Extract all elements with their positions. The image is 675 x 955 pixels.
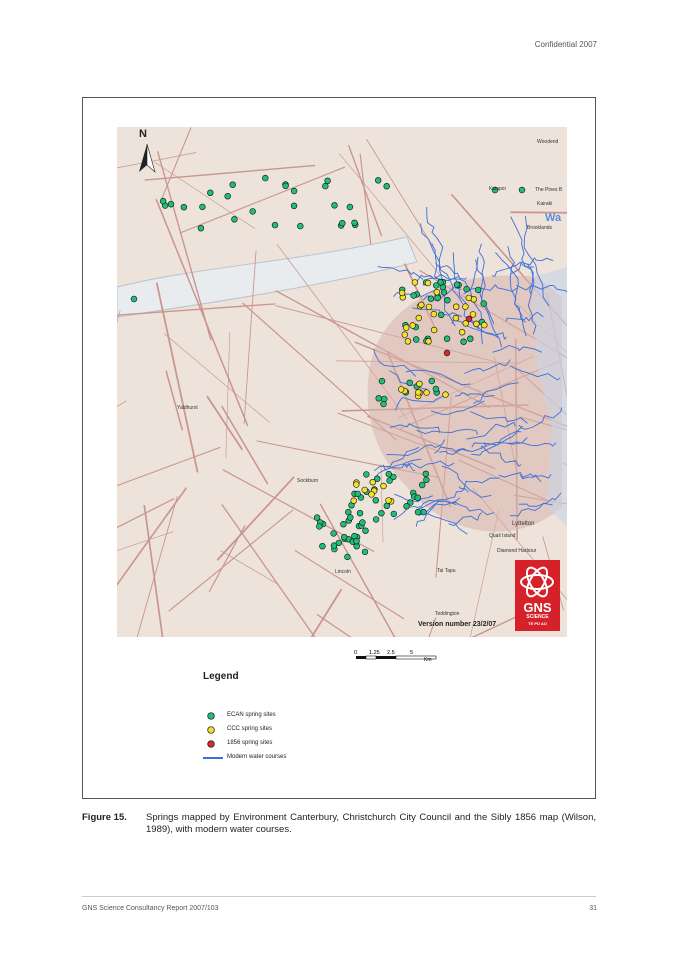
footer-report-id: GNS Science Consultancy Report 2007/103 [82, 905, 219, 912]
spring-site-marker [399, 290, 405, 296]
place-label-kairaki: Kairaki [537, 201, 553, 207]
spring-site-marker [379, 510, 385, 516]
spring-site-marker [291, 188, 297, 194]
spring-site-marker [413, 337, 419, 343]
north-label: N [139, 128, 147, 140]
spring-site-marker [352, 220, 358, 226]
yellow-circle-icon [203, 726, 225, 734]
place-label-yaldhurst: Yaldhurst [177, 405, 198, 411]
spring-site-marker [404, 503, 410, 509]
spring-site-marker [428, 296, 434, 302]
spring-site-marker [418, 302, 424, 308]
spring-site-marker [391, 511, 397, 517]
spring-site-marker [198, 225, 204, 231]
spring-site-marker [386, 471, 392, 477]
spring-site-marker [325, 178, 331, 184]
spring-site-marker [384, 503, 390, 509]
spring-site-marker [200, 204, 206, 210]
spring-site-marker [232, 216, 238, 222]
logo-line3: TE PŪ AO [528, 621, 547, 626]
spring-site-marker [168, 201, 174, 207]
page-header: Confidential 2007 [534, 40, 597, 49]
spring-site-marker [407, 380, 413, 386]
spring-site-marker [475, 287, 481, 293]
scale-unit: Km [424, 657, 432, 663]
scale-tick-3: 5 [410, 650, 414, 656]
blue-line-icon [203, 754, 225, 762]
spring-site-marker [425, 280, 431, 286]
spring-site-marker [387, 478, 393, 484]
spring-site-marker [362, 487, 368, 493]
spring-site-marker [466, 295, 472, 301]
spring-site-marker [417, 381, 423, 387]
spring-site-marker [405, 338, 411, 344]
spring-site-marker [461, 339, 467, 345]
spring-site-marker [373, 517, 379, 523]
spring-site-marker [283, 183, 289, 189]
spring-site-marker [360, 520, 366, 526]
spring-site-marker [454, 282, 460, 288]
place-label-taitapu: Tai Tapu [437, 568, 456, 574]
spring-site-marker [421, 509, 427, 515]
spring-site-marker [459, 329, 465, 335]
spring-site-marker [355, 491, 361, 497]
gns-science-logo [515, 560, 560, 631]
green-circle-icon [203, 712, 225, 720]
spring-site-marker [272, 222, 278, 228]
place-label-woodend: Woodend [537, 139, 559, 145]
spring-site-marker [412, 280, 418, 286]
spring-site-marker [416, 315, 422, 321]
legend-label: 1856 spring sites [227, 740, 273, 746]
spring-site-marker [438, 312, 444, 318]
scale-tick-2: 2.5 [387, 650, 395, 656]
legend-title: Legend [203, 671, 239, 682]
spring-site-marker [320, 543, 326, 549]
footer-divider [82, 896, 596, 897]
spring-site-marker [443, 392, 449, 398]
spring-site-marker [332, 202, 338, 208]
spring-site-marker [424, 390, 430, 396]
spring-site-marker [435, 295, 441, 301]
spring-site-marker [347, 515, 353, 521]
spring-site-marker [376, 395, 382, 401]
spring-site-marker [341, 534, 347, 540]
spring-site-marker [431, 327, 437, 333]
scale-tick-0: 0 [354, 650, 358, 656]
spring-site-marker [411, 293, 417, 299]
spring-site-marker [354, 538, 360, 544]
spring-site-marker [415, 495, 421, 501]
figure-label: Figure 15. [82, 812, 127, 823]
spring-site-marker [434, 289, 440, 295]
legend-label: CCC spring sites [227, 726, 273, 732]
version-number: Version number 23/2/07 [418, 621, 497, 628]
spring-site-marker [160, 198, 166, 204]
spring-site-marker [181, 204, 187, 210]
spring-site-marker [474, 321, 480, 327]
spring-site-marker [453, 304, 459, 310]
scale-tick-1: 1.25 [369, 650, 380, 656]
legend-label: Modern water courses [227, 754, 287, 760]
logo-line2: SCIENCE [526, 614, 549, 620]
legend-label: ECAN spring sites [227, 712, 276, 718]
place-label-lyttelton: Lyttelton [512, 521, 535, 527]
spring-site-marker [445, 297, 451, 303]
spring-site-marker [398, 387, 404, 393]
spring-site-marker [453, 315, 459, 321]
spring-site-marker [386, 498, 392, 504]
spring-site-marker [444, 350, 450, 356]
spring-site-marker [262, 175, 268, 181]
spring-site-marker [331, 531, 337, 537]
spring-site-marker [207, 190, 213, 196]
spring-site-marker [470, 312, 476, 318]
place-label-wa: Wa [545, 212, 562, 224]
spring-site-marker [314, 515, 320, 521]
logo-line1: GNS [523, 600, 552, 615]
spring-site-marker [402, 332, 408, 338]
spring-site-marker [381, 483, 387, 489]
spring-site-marker [519, 187, 525, 193]
spring-site-marker [322, 183, 328, 189]
spring-site-marker [426, 304, 432, 310]
spring-site-marker [291, 203, 297, 209]
spring-site-marker [481, 322, 487, 328]
spring-site-marker [373, 497, 379, 503]
place-label-kaiapoi: Kaiapoi [489, 186, 506, 192]
spring-site-marker [363, 472, 369, 478]
place-label-pines: The Pines B [535, 187, 563, 193]
spring-site-marker [131, 296, 137, 302]
spring-site-marker [429, 378, 435, 384]
spring-site-marker [415, 509, 421, 515]
spring-site-marker [351, 498, 357, 504]
spring-site-marker [419, 482, 425, 488]
spring-site-marker [357, 510, 363, 516]
spring-site-marker [316, 524, 322, 530]
spring-site-marker [466, 316, 472, 322]
spring-site-marker [410, 323, 416, 329]
spring-site-marker [369, 492, 375, 498]
place-label-diamond-harbour: Diamond Harbour [497, 548, 537, 554]
place-label-sockburn: Sockburn [297, 478, 319, 484]
spring-site-marker [225, 193, 231, 199]
spring-site-marker [331, 543, 337, 549]
spring-site-marker [431, 311, 437, 317]
spring-site-marker [250, 209, 256, 215]
spring-site-marker [347, 204, 353, 210]
spring-map [117, 127, 567, 637]
spring-site-marker [375, 177, 381, 183]
spring-site-marker [339, 220, 345, 226]
spring-site-marker [370, 479, 376, 485]
scale-bar [354, 648, 444, 672]
spring-site-marker [230, 182, 236, 188]
spring-site-marker [464, 286, 470, 292]
spring-site-marker [426, 338, 432, 344]
spring-site-marker [423, 471, 429, 477]
place-label-teddington: Teddington [435, 611, 460, 617]
place-label-brooklands: Brooklands [527, 225, 553, 231]
spring-site-marker [463, 304, 469, 310]
spring-site-marker [441, 290, 447, 296]
spring-site-marker [345, 509, 351, 515]
spring-site-marker [415, 390, 421, 396]
spring-site-marker [363, 528, 369, 534]
place-label-quail-island: Quail Island [489, 533, 516, 539]
spring-site-marker [384, 183, 390, 189]
spring-site-marker [444, 336, 450, 342]
spring-site-marker [433, 283, 439, 289]
spring-site-marker [341, 521, 347, 527]
page-number: 31 [589, 905, 597, 912]
spring-site-marker [481, 301, 487, 307]
red-circle-icon [203, 740, 225, 748]
figure-caption-text: Springs mapped by Environment Canterbury, Christchurch City Council and the Sibly 1856 map (Wilson, 1989), with modern water courses. [146, 812, 596, 835]
spring-site-marker [403, 325, 409, 331]
spring-site-marker [297, 223, 303, 229]
spring-site-marker [345, 554, 351, 560]
place-label-lincoln: Lincoln [335, 569, 351, 575]
spring-site-marker [353, 482, 359, 488]
gns-atom-icon [515, 562, 560, 602]
spring-site-marker [362, 549, 368, 555]
spring-site-marker [433, 386, 439, 392]
spring-site-marker [424, 477, 430, 483]
spring-site-marker [381, 396, 387, 402]
spring-site-marker [467, 336, 473, 342]
spring-site-marker [379, 378, 385, 384]
